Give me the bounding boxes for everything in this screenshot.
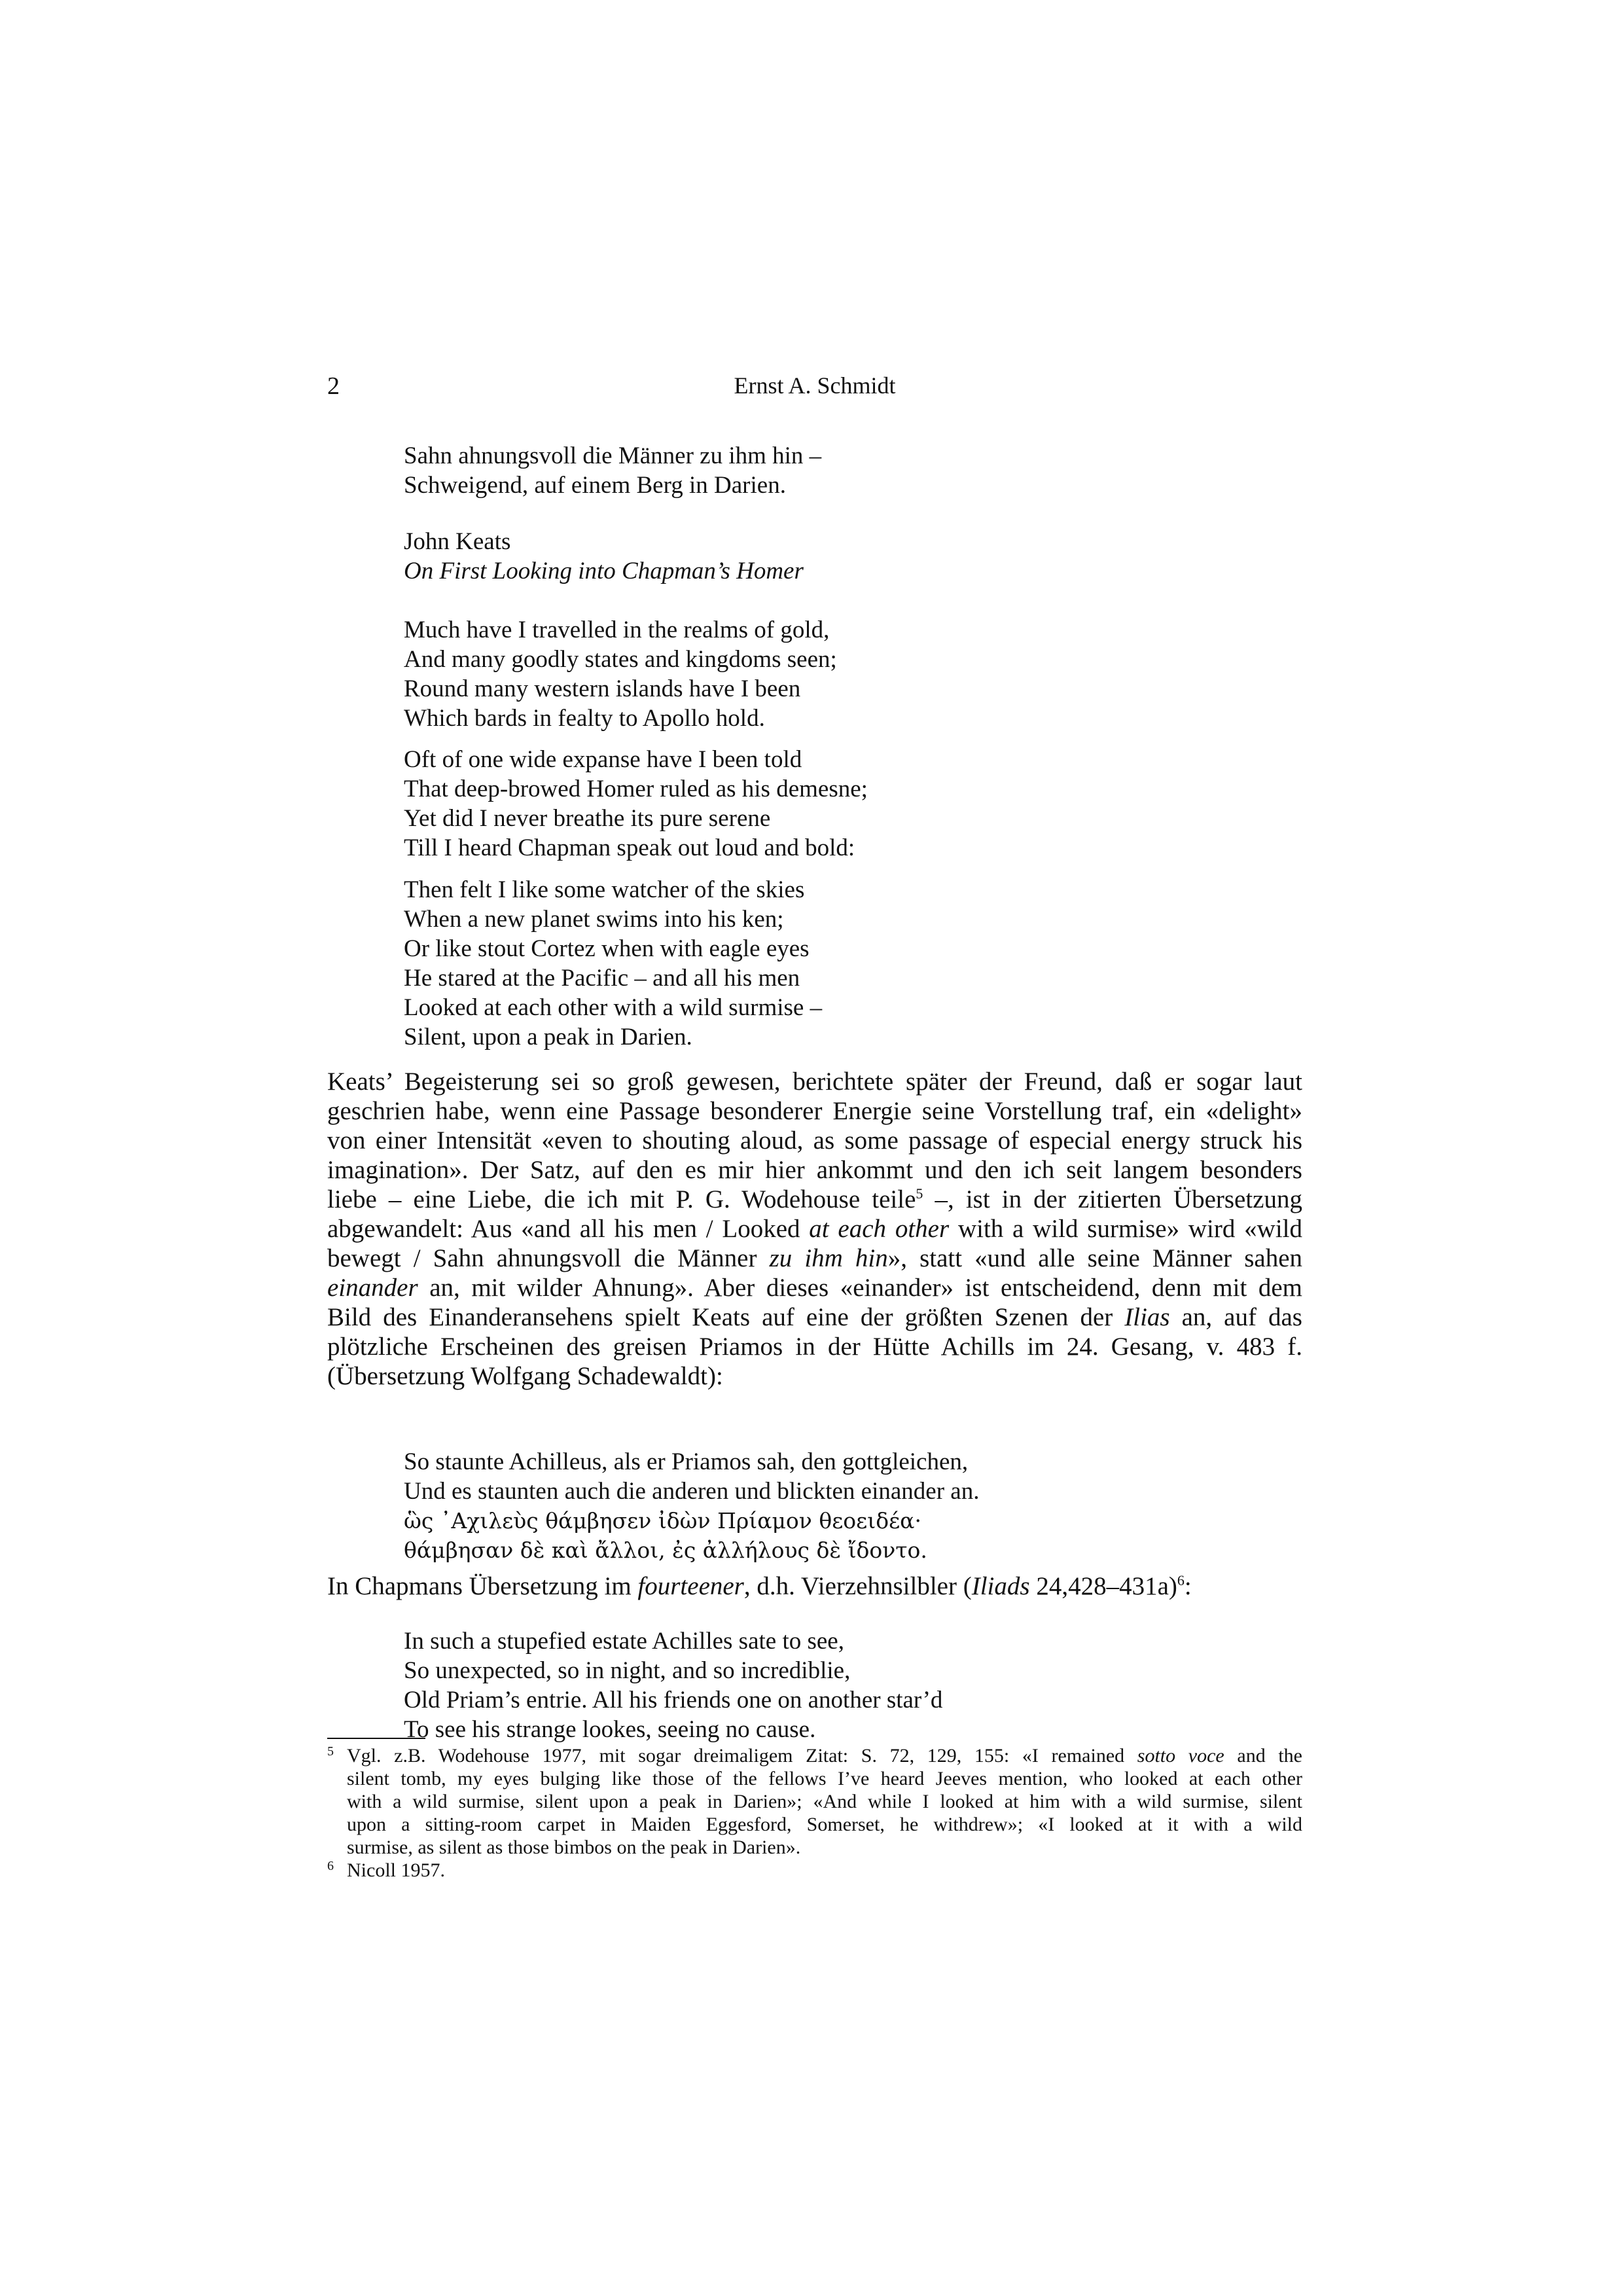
verse-line: Looked at each other with a wild surmise – <box>404 994 823 1021</box>
verse-line: And many goodly states and kingdoms seen; <box>404 646 837 673</box>
paragraph-line: (Übersetzung Wolfgang Schadewaldt): <box>327 1362 723 1390</box>
verse-line: Old Priam’s entrie. All his friends one on another star’d <box>404 1687 943 1713</box>
verse-line: Yet did I never breathe its pure serene <box>404 805 771 832</box>
running-title: Ernst A. Schmidt <box>734 372 896 399</box>
paragraph-line: Keats’ Begeisterung sei so groß gewesen, berichtete später der Freund, daß er sogar laut <box>327 1067 1302 1096</box>
verse-line: He stared at the Pacific – and all his men <box>404 965 800 992</box>
verse-line: So unexpected, so in night, and so incrediblie, <box>404 1657 851 1684</box>
page-number: 2 <box>327 372 340 400</box>
stanza-1 <box>404 615 837 733</box>
paragraph-line: imagination». Der Satz, auf den es mir hier ankommt und den ich seit langem besonders <box>327 1156 1302 1184</box>
footnote-line: Nicoll 1957. <box>347 1859 445 1881</box>
paragraph-line: von einer Intensität «even to shouting aloud, as some passage of especial energy struck his <box>327 1126 1302 1155</box>
ilias-quote <box>404 1447 979 1565</box>
chapman-verse <box>404 1626 942 1744</box>
verse-line: Which bards in fealty to Apollo hold. <box>404 705 765 732</box>
verse-line: When a new planet swims into his ken; <box>404 906 784 933</box>
footnote-6 <box>327 1859 1302 1882</box>
paragraph-line: plötzliche Erscheinen des greisen Priamos in der Hütte Achills im 24. Gesang, v. 483 f. <box>327 1333 1302 1361</box>
verse-line: That deep-browed Homer ruled as his demesne; <box>404 776 868 802</box>
stanza-2 <box>404 745 868 863</box>
verse-line: Till I heard Chapman speak out loud and bold: <box>404 834 855 861</box>
paragraph-line: geschrien habe, wenn eine Passage besonderer Energie seine Vorstellung traf, ein «delight» <box>327 1097 1302 1125</box>
footnote-line: Vgl. z.B. Wodehouse 1977, mit sogar dreimaligem Zitat: S. 72, 129, 155: «I remained sotto voce and the <box>347 1745 1302 1767</box>
footnote-5 <box>327 1744 1302 1859</box>
paragraph-line: bewegt / Sahn ahnungsvoll die Männer zu ihm hin», statt «und alle seine Männer sahen <box>327 1244 1303 1272</box>
verse-line: To see his strange lookes, seeing no cause. <box>404 1716 816 1743</box>
quote-line: So staunte Achilleus, als er Priamos sah, den gottgleichen, <box>404 1448 969 1475</box>
verse-line: Then felt I like some watcher of the skies <box>404 876 805 903</box>
footnote-ref-6[interactable]: 6 <box>1177 1572 1185 1588</box>
running-head <box>327 372 1302 411</box>
paragraph-line: einander an, mit wilder Ahnung». Aber dieses «einander» ist entscheidend, denn mit dem <box>327 1274 1302 1302</box>
footnote-line: with a wild surmise, silent upon a peak in Darien»; «And while I looked at him with a wild surmise, silent <box>347 1791 1302 1812</box>
body-paragraph-1 <box>327 1067 1302 1391</box>
poem-author: John Keats <box>404 528 511 555</box>
verse-line: Round many western islands have I been <box>404 675 801 702</box>
footnotes <box>327 1744 1302 1882</box>
greek-quote-line: θάμβησαν δὲ καὶ ἄλλοι, ἐς ἀλλήλους δὲ ἴδοντο. <box>404 1537 927 1563</box>
verse-line: Oft of one wide expanse have I been told <box>404 746 802 773</box>
poem-title: On First Looking into Chapman’s Homer <box>404 558 804 584</box>
footnote-number: 5 <box>327 1744 334 1759</box>
footnote-number: 6 <box>327 1859 334 1873</box>
footnote-line: upon a sitting-room carpet in Maiden Eggesford, Somerset, he withdrew»; «I looked at it with a wild <box>347 1814 1302 1835</box>
footnote-line: surmise, as silent as those bimbos on the peak in Darien». <box>347 1837 801 1858</box>
poem-opening <box>404 441 821 500</box>
paragraph-line: In Chapmans Übersetzung im fourteener, d.h. Vierzehnsilbler (Iliads 24,428–431a)$^6$: <box>327 1572 1192 1600</box>
footnote-divider <box>327 1738 425 1739</box>
verse-line: Schweigend, auf einem Berg in Darien. <box>404 472 786 499</box>
stanza-3 <box>404 875 822 1052</box>
keats-poem-heading <box>404 527 804 586</box>
paragraph-line: liebe – eine Liebe, die ich mit P. G. Wodehouse teile$^5$ –, ist in der zitierten Übersetzung <box>327 1185 1302 1213</box>
paragraph-line: Bild des Einanderansehens spielt Keats auf eine der größten Szenen der Ilias an, auf das <box>327 1303 1302 1331</box>
footnote-ref-5[interactable]: 5 <box>916 1185 923 1202</box>
verse-line: Sahn ahnungsvoll die Männer zu ihm hin – <box>404 442 822 469</box>
footnote-line: silent tomb, my eyes bulging like those of the fellows I’ve heard Jeeves mention, who looked at each other <box>347 1768 1302 1789</box>
verse-line: In such a stupefied estate Achilles sate to see, <box>404 1628 844 1655</box>
body-paragraph-2 <box>327 1571 1302 1601</box>
verse-line: Much have I travelled in the realms of gold, <box>404 617 830 643</box>
verse-line: Or like stout Cortez when with eagle eyes <box>404 935 810 962</box>
greek-quote-line: ὣς ᾿Αχιλεὺς θάμβησεν ἰδὼν Πρίαμον θεοειδέα· <box>404 1508 921 1534</box>
paragraph-line: abgewandelt: Aus «and all his men / Looked at each other with a wild surmise» wird «wild <box>327 1215 1302 1243</box>
verse-line: Silent, upon a peak in Darien. <box>404 1024 692 1050</box>
quote-line: Und es staunten auch die anderen und blickten einander an. <box>404 1478 980 1505</box>
